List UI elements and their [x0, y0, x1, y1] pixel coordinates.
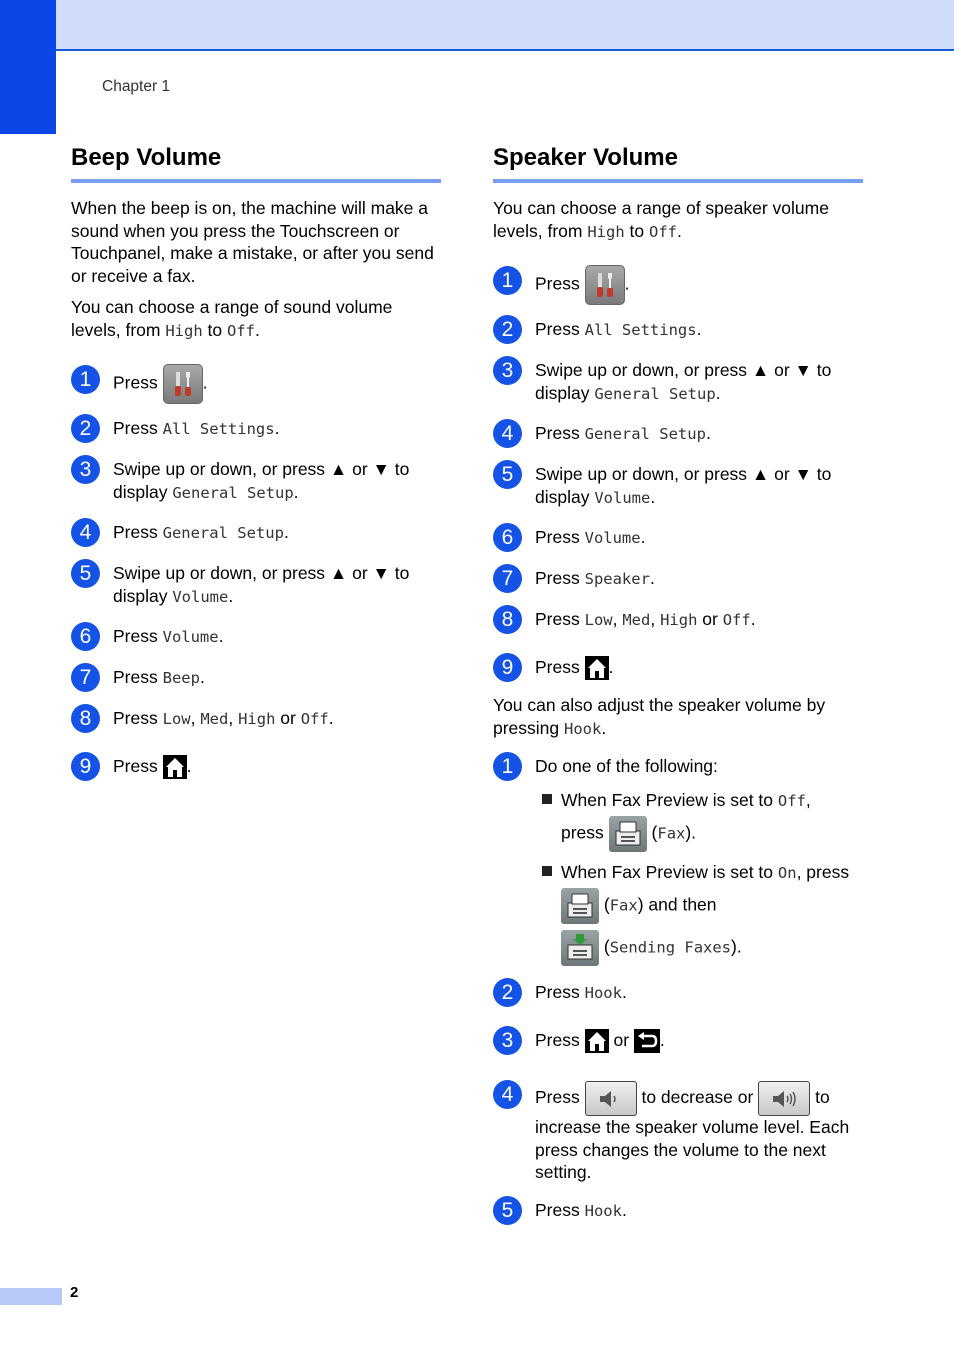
bullet-fax-preview-off: When Fax Preview is set to Off, — [542, 789, 867, 813]
home-icon[interactable] — [585, 656, 609, 680]
volume-up-icon[interactable] — [758, 1081, 810, 1116]
step-number: 4 — [493, 419, 522, 448]
sending-faxes-icon[interactable] — [561, 930, 599, 966]
beep-volume-section — [71, 143, 441, 342]
bullet-fax-preview-on: When Fax Preview is set to On, press — [542, 861, 867, 885]
step-number: 6 — [493, 523, 522, 552]
speaker-range-paragraph: You can choose a range of speaker volume levels, from High to Off. — [493, 198, 829, 241]
bullet-fax-preview-on-fax: (Fax) and then — [561, 888, 886, 924]
home-icon[interactable] — [585, 1029, 609, 1053]
beep-range-paragraph: You can choose a range of sound volume levels, from High to Off. — [71, 297, 393, 340]
bullet-marker — [542, 866, 552, 876]
beep-intro-paragraph: When the beep is on, the machine will make a sound when you press the Touchscreen or Touchpanel, make a mistake, or after you send or receive a fax. — [71, 198, 434, 286]
fax-icon[interactable] — [561, 888, 599, 924]
page-number: 2 — [70, 1284, 79, 1301]
step-number: 2 — [71, 414, 100, 443]
volume-down-icon[interactable] — [585, 1081, 637, 1116]
step-number: 5 — [493, 460, 522, 489]
step-number: 9 — [493, 653, 522, 682]
header-band — [0, 0, 954, 51]
chapter-label: Chapter 1 — [102, 78, 171, 95]
settings-tools-icon[interactable] — [585, 265, 625, 305]
speaker-volume-section — [493, 143, 863, 243]
chapter-tab — [0, 0, 56, 134]
settings-tools-icon[interactable] — [163, 364, 203, 404]
step-number: 2 — [493, 978, 522, 1007]
step-number: 1 — [493, 266, 522, 295]
step-number: 7 — [493, 564, 522, 593]
step-number: 3 — [493, 1026, 522, 1055]
bullet-fax-preview-off-press: press (Fax). — [561, 816, 886, 852]
bullet-sending-faxes: (Sending Faxes). — [561, 930, 886, 966]
step-number: 3 — [71, 455, 100, 484]
section-title: Speaker Volume — [493, 143, 863, 183]
step-number: 4 — [71, 518, 100, 547]
step-number: 4 — [493, 1080, 522, 1109]
step-number: 9 — [71, 752, 100, 781]
step-number: 3 — [493, 356, 522, 385]
step-number: 1 — [71, 365, 100, 394]
home-icon[interactable] — [163, 755, 187, 779]
step-number: 5 — [493, 1196, 522, 1225]
back-icon[interactable] — [634, 1029, 660, 1053]
step-number: 8 — [493, 605, 522, 634]
footer-bar — [0, 1288, 62, 1305]
hook-intro-paragraph: You can also adjust the speaker volume by pressing Hook. — [493, 695, 826, 738]
step-number: 7 — [71, 663, 100, 692]
bullet-marker — [542, 794, 552, 804]
step-number: 5 — [71, 559, 100, 588]
step-number: 2 — [493, 315, 522, 344]
step-number: 1 — [493, 752, 522, 781]
section-title: Beep Volume — [71, 143, 441, 183]
step-number: 8 — [71, 704, 100, 733]
step-number: 6 — [71, 622, 100, 651]
fax-icon[interactable] — [609, 816, 647, 852]
